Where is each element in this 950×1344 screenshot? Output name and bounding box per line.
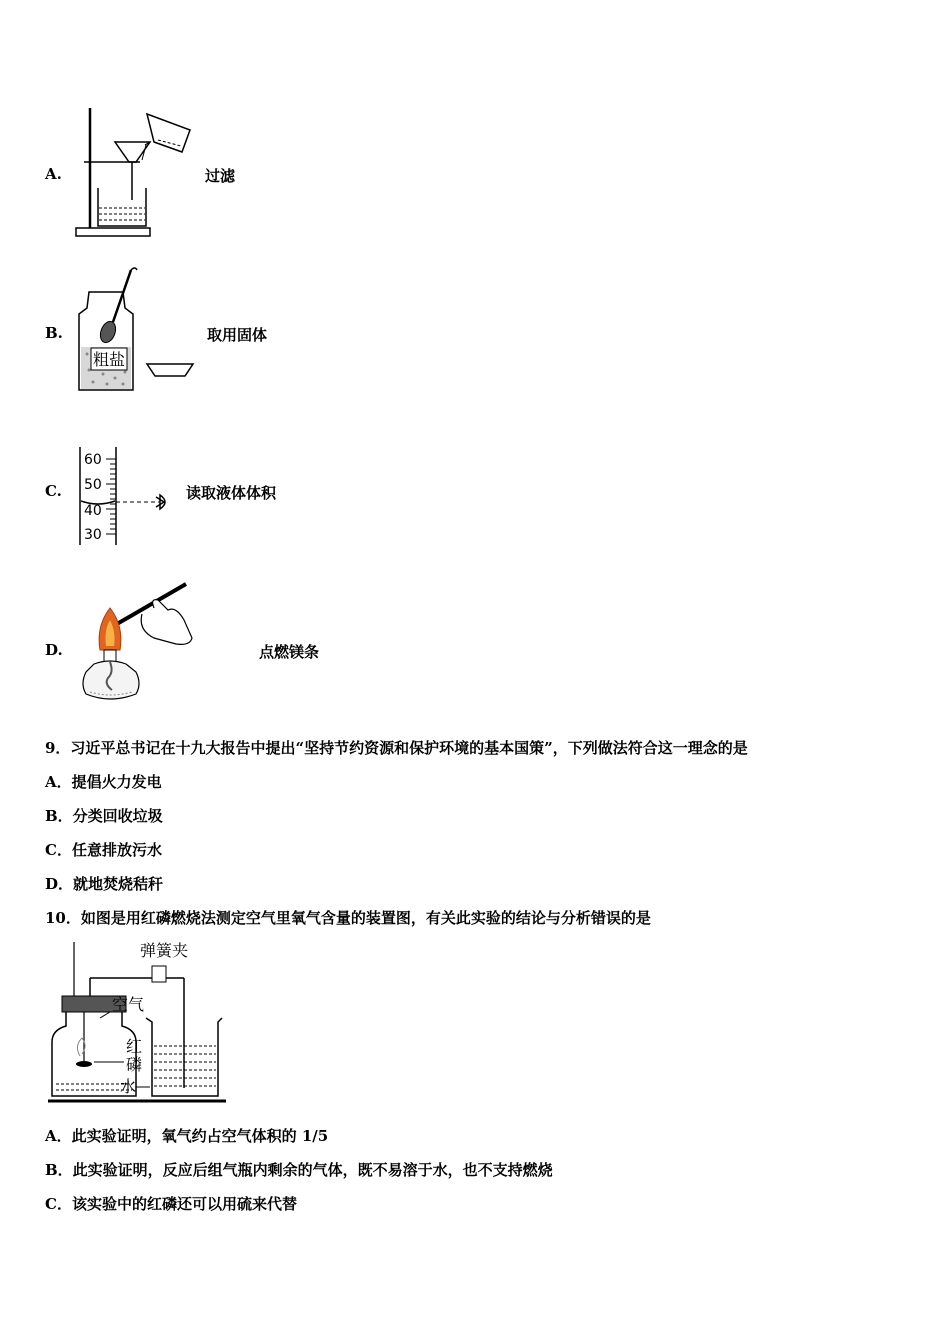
option-a-label: 过滤 <box>205 167 236 185</box>
question-9-option-c: C．任意排放污水 <box>45 841 162 859</box>
tick-label-50: 50 <box>84 477 102 493</box>
cylinder-reading-figure <box>76 443 181 551</box>
question-10-option-c: C．该实验中的红磷还可以用硫来代替 <box>45 1195 297 1213</box>
question-9-option-d: D．就地焚烧秸秆 <box>45 875 164 893</box>
filtration-figure <box>70 100 200 245</box>
question-9-stem: 9．习近平总书记在十九大报告中提出“坚持节约资源和保护环境的基本国策”，下列做法符合这一理念的是 <box>45 739 748 757</box>
option-b-label: 取用固体 <box>207 326 268 344</box>
magnesium-burning-figure <box>80 580 200 710</box>
clamp-label: 弹簧夹 <box>140 941 189 960</box>
option-a-letter: A. <box>45 165 62 183</box>
question-9-option-b: B．分类回收垃圾 <box>45 807 163 825</box>
tick-label-40: 40 <box>84 503 102 519</box>
tick-label-30: 30 <box>84 527 102 543</box>
air-label: 空气 <box>112 995 145 1014</box>
option-c-label: 读取液体体积 <box>186 484 277 502</box>
question-10-option-b: B．此实验证明，反应后组气瓶内剩余的气体，既不易溶于水，也不支持燃烧 <box>45 1161 553 1179</box>
water-label: 水 <box>120 1077 137 1096</box>
question-10-stem: 10．如图是用红磷燃烧法测定空气里氧气含量的装置图，有关此实验的结论与分析错误的是 <box>45 909 651 927</box>
solid-jar-figure <box>75 262 200 394</box>
phosphorus-label-1: 红 <box>126 1037 143 1056</box>
red-phosphorus-apparatus-figure <box>44 938 234 1106</box>
option-c-letter: C. <box>45 482 62 500</box>
question-9-option-a: A．提倡火力发电 <box>45 773 162 791</box>
jar-label-text: 粗盐 <box>92 350 126 369</box>
option-b-letter: B. <box>45 324 63 342</box>
option-d-label: 点燃镁条 <box>259 643 320 661</box>
phosphorus-label-2: 磷 <box>126 1055 143 1074</box>
tick-label-60: 60 <box>84 452 102 468</box>
question-10-option-a: A．此实验证明，氧气约占空气体积的 1/5 <box>45 1127 329 1145</box>
option-d-letter: D. <box>45 641 63 659</box>
